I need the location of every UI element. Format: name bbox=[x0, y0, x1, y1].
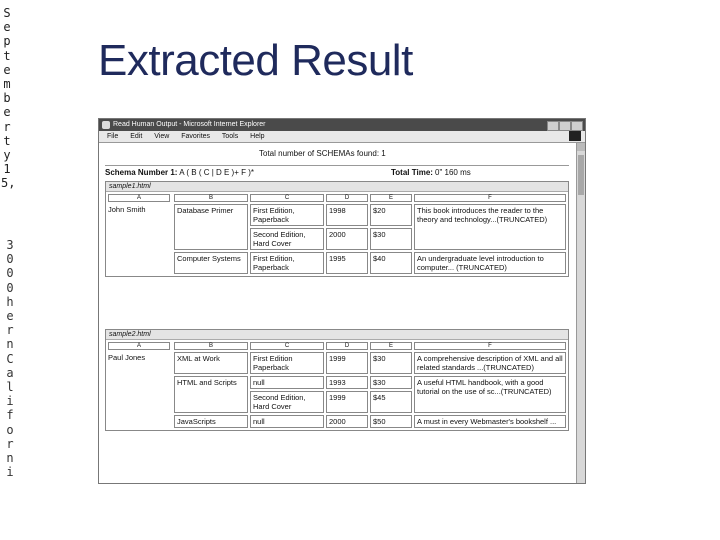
col-header-f: F bbox=[414, 342, 566, 350]
total-time-label: Total Time: bbox=[391, 168, 433, 177]
record-1 bbox=[105, 181, 569, 277]
windows-logo-icon bbox=[569, 131, 581, 141]
table-cell: First Edition Paperback bbox=[250, 352, 324, 374]
menu-favorites[interactable]: Favorites bbox=[181, 133, 211, 140]
slide-title: Extracted Result bbox=[98, 36, 413, 85]
maximize-icon[interactable] bbox=[559, 121, 571, 131]
table-cell: $20 bbox=[370, 204, 412, 226]
table-cell: 2000 bbox=[326, 228, 368, 250]
table-cell: A useful HTML handbook, with a good tutorial on the use of sc...(TRUNCATED) bbox=[414, 376, 566, 413]
col-header-e: E bbox=[370, 194, 412, 202]
table-cell: 2000 bbox=[326, 415, 368, 428]
col-header-c: C bbox=[250, 194, 324, 202]
table-cell: An undergraduate level introduction to computer... (TRUNCATED) bbox=[414, 252, 566, 274]
record-2-author: Paul Jones bbox=[108, 353, 146, 362]
record-2-file: sample2.html bbox=[106, 330, 568, 340]
minimize-icon[interactable] bbox=[547, 121, 559, 131]
table-cell: null bbox=[250, 415, 324, 428]
scroll-thumb[interactable] bbox=[578, 155, 584, 195]
table-cell: $30 bbox=[370, 376, 412, 389]
schema-label: Schema Number 1: bbox=[105, 168, 178, 177]
table-cell: $30 bbox=[370, 352, 412, 374]
col-header-b: B bbox=[174, 194, 248, 202]
menu-edit[interactable]: Edit bbox=[130, 133, 143, 140]
table-cell: $45 bbox=[370, 391, 412, 413]
window-title: Read Human Output - Microsoft Internet Explorer bbox=[113, 121, 266, 128]
side-vertical-text-lower: 3000 hern Californi bbox=[6, 238, 14, 480]
vertical-scrollbar[interactable] bbox=[576, 143, 585, 483]
menu-tools[interactable]: Tools bbox=[221, 133, 239, 140]
table-cell: null bbox=[250, 376, 324, 389]
table-cell: This book introduces the reader to the theory and technology...(TRUNCATED) bbox=[414, 204, 566, 250]
record-1-table bbox=[172, 192, 568, 276]
record-1-author: John Smith bbox=[108, 205, 146, 214]
table-cell: $40 bbox=[370, 252, 412, 274]
menu-file[interactable]: File bbox=[107, 133, 119, 140]
table-cell: 1999 bbox=[326, 352, 368, 374]
col-header-d: D bbox=[326, 194, 368, 202]
table-cell: XML at Work bbox=[174, 352, 248, 374]
table-cell: First Edition, Paperback bbox=[250, 252, 324, 274]
table-cell: 1995 bbox=[326, 252, 368, 274]
side-vertical-text: Septemberty 15, bbox=[1, 6, 16, 191]
table-cell: Second Edition, Hard Cover bbox=[250, 228, 324, 250]
schema-line bbox=[105, 165, 569, 178]
col-header-d: D bbox=[326, 342, 368, 350]
table-cell: 1993 bbox=[326, 376, 368, 389]
table-cell: Database Primer bbox=[174, 204, 248, 250]
table-cell: HTML and Scripts bbox=[174, 376, 248, 413]
table-cell: A comprehensive description of XML and all related standards ...(TRUNCATED) bbox=[414, 352, 566, 374]
window-titlebar bbox=[99, 119, 585, 131]
browser-icon bbox=[102, 121, 110, 129]
menu-bar bbox=[99, 131, 585, 143]
scroll-up-icon[interactable] bbox=[577, 143, 585, 151]
record-2-table bbox=[172, 340, 568, 430]
menu-help[interactable]: Help bbox=[250, 133, 265, 140]
schema-expression: A ( B ( C | D E )+ F )* bbox=[179, 168, 255, 177]
page-content bbox=[99, 143, 575, 483]
table-cell: JavaScripts bbox=[174, 415, 248, 428]
col-header-c: C bbox=[250, 342, 324, 350]
table-cell: A must in every Webmaster's bookshelf ... bbox=[414, 415, 566, 428]
table-cell: Second Edition, Hard Cover bbox=[250, 391, 324, 413]
menu-view[interactable]: View bbox=[154, 133, 170, 140]
record-1-file: sample1.html bbox=[106, 182, 568, 192]
col-header-a: A bbox=[108, 194, 170, 202]
browser-window bbox=[98, 118, 586, 484]
table-cell: $50 bbox=[370, 415, 412, 428]
table-cell: 1998 bbox=[326, 204, 368, 226]
col-header-b: B bbox=[174, 342, 248, 350]
close-icon[interactable] bbox=[571, 121, 583, 131]
table-cell: First Edition, Paperback bbox=[250, 204, 324, 226]
col-header-f: F bbox=[414, 194, 566, 202]
table-cell: Computer Systems bbox=[174, 252, 248, 274]
schema-count-text: Total number of SCHEMAs found: 1 bbox=[259, 149, 386, 158]
col-header-a: A bbox=[108, 342, 170, 350]
col-header-e: E bbox=[370, 342, 412, 350]
record-2 bbox=[105, 329, 569, 431]
table-cell: $30 bbox=[370, 228, 412, 250]
total-time-value: 0" 160 ms bbox=[435, 168, 471, 177]
table-cell: 1999 bbox=[326, 391, 368, 413]
